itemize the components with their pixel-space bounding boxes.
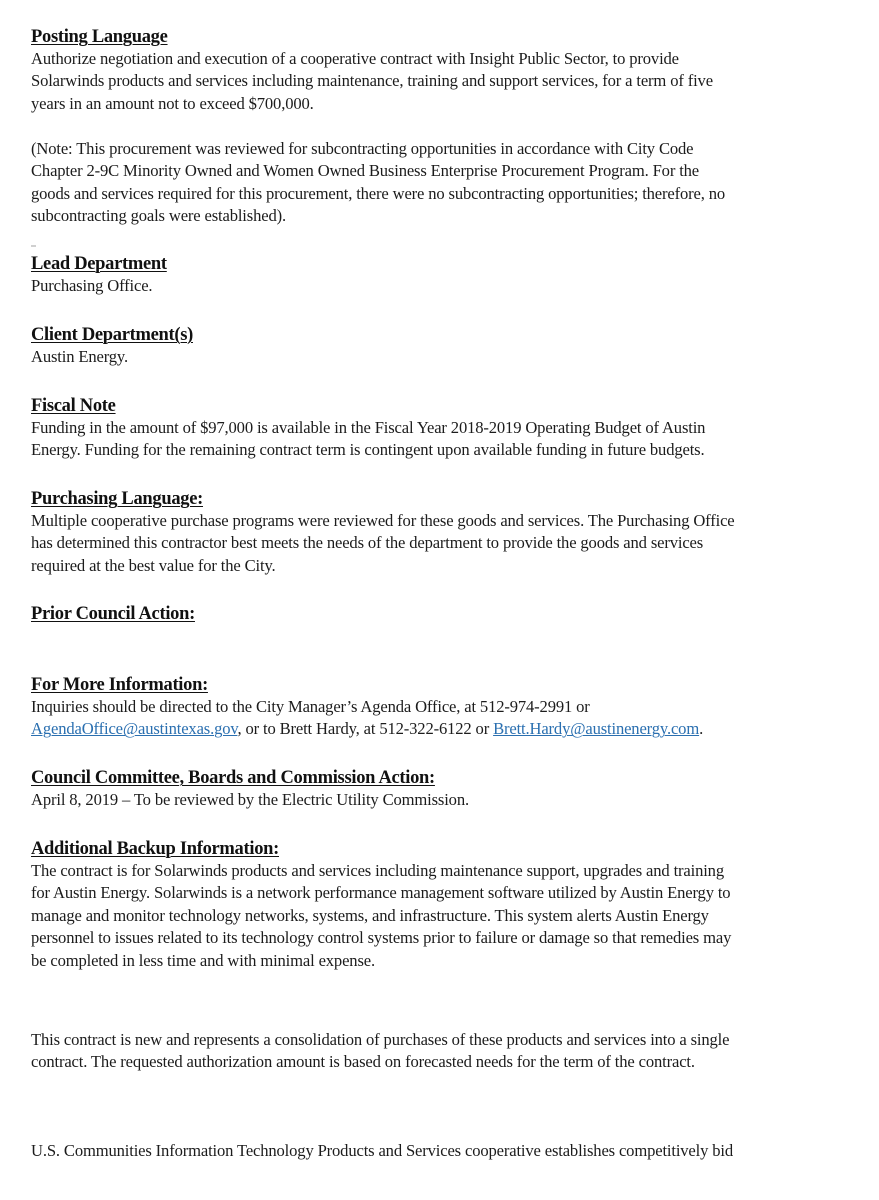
backup-p3-line-1: U.S. Communities Information Technology Products and Services cooperative establishes competitively bid — [31, 1141, 734, 1160]
info-middle-text: , or to Brett Hardy, at 512-322-6122 or — [237, 719, 494, 739]
backup-p2-line-2: contract. The requested authorization amount is based on forecasted needs for the term of the contract. — [31, 1052, 695, 1072]
brett-hardy-email-link[interactable]: Brett.Hardy@austinenergy.com — [493, 719, 700, 739]
lead-department-value: Purchasing Office. — [31, 276, 153, 295]
note-line-2: Chapter 2-9C Minority Owned and Women Owned Business Enterprise Procurement Program. For the — [31, 161, 700, 181]
section-council-committee — [31, 767, 871, 811]
section-fiscal-note — [31, 395, 871, 462]
info-end-text: . — [699, 719, 704, 739]
info-line-1: Inquiries should be directed to the City Manager’s Agenda Office, at 512-974-2991 or — [31, 697, 590, 716]
heading-more-information: For More Information: — [31, 675, 208, 695]
heading-purchasing-language: Purchasing Language: — [31, 489, 204, 509]
section-lead-department — [31, 253, 871, 297]
client-department-value: Austin Energy. — [31, 347, 128, 366]
section-more-information — [31, 674, 871, 741]
posting-line-2: Solarwinds products and services including maintenance, training and support services, for a term of five — [31, 71, 713, 91]
section-backup-paragraph-2 — [31, 1029, 871, 1074]
info-line-2 — [31, 718, 871, 740]
section-client-department — [31, 324, 871, 368]
section-posting-language — [31, 26, 871, 115]
purchasing-line-1: Multiple cooperative purchase programs were reviewed for these goods and services. The Purchasing Office — [31, 511, 735, 530]
heading-prior-council-action: Prior Council Action: — [31, 604, 195, 624]
backup-line-3: manage and monitor technology networks, systems, and infrastructure. This system alerts Austin Energy — [31, 905, 709, 925]
heading-additional-backup: Additional Backup Information: — [31, 839, 279, 859]
posting-line-3: years in an amount not to exceed $700,000. — [31, 93, 314, 113]
purchasing-line-2: has determined this contractor best meets the needs of the department to provide the goods and services — [31, 533, 704, 553]
fiscal-line-1: Funding in the amount of $97,000 is available in the Fiscal Year 2018-2019 Operating Budget of Austin — [31, 418, 706, 437]
note-line-4: subcontracting goals were established). — [31, 206, 286, 226]
backup-line-4: personnel to issues related to its technology control systems prior to failure or damage so that remedies may — [31, 928, 732, 948]
note-line-1: (Note: This procurement was reviewed for subcontracting opportunities in accordance with City Code — [31, 139, 694, 158]
heading-lead-department: Lead Department — [31, 254, 167, 274]
section-procurement-note — [31, 138, 871, 228]
heading-fiscal-note: Fiscal Note — [31, 396, 116, 416]
backup-line-2: for Austin Energy. Solarwinds is a network performance management software utilized by Austin Energy to — [31, 883, 731, 903]
council-committee-value: April 8, 2019 – To be reviewed by the Electric Utility Commission. — [31, 790, 469, 809]
heading-council-committee: Council Committee, Boards and Commission Action: — [31, 768, 435, 788]
stray-mark — [31, 245, 36, 247]
backup-p2-line-1: This contract is new and represents a consolidation of purchases of these products and services into a single — [31, 1030, 730, 1049]
agenda-office-email-link[interactable]: AgendaOffice@austintexas.gov — [31, 719, 238, 739]
section-purchasing-language — [31, 488, 871, 577]
section-additional-backup — [31, 838, 871, 972]
section-backup-paragraph-3 — [31, 1140, 871, 1162]
heading-posting-language: Posting Language — [31, 27, 168, 47]
note-line-3: goods and services required for this procurement, there were no subcontracting opportunities; therefore, no — [31, 183, 726, 203]
section-prior-council-action — [31, 603, 871, 625]
purchasing-line-3: required at the best value for the City. — [31, 555, 276, 575]
heading-client-department: Client Department(s) — [31, 325, 193, 345]
backup-line-5: be completed in less time and with minimal expense. — [31, 950, 375, 970]
fiscal-line-2: Energy. Funding for the remaining contract term is contingent upon available funding in future budgets. — [31, 440, 705, 460]
posting-line-1: Authorize negotiation and execution of a cooperative contract with Insight Public Sector, to provide — [31, 49, 679, 68]
backup-line-1: The contract is for Solarwinds products and services including maintenance support, upgrades and training — [31, 861, 724, 880]
